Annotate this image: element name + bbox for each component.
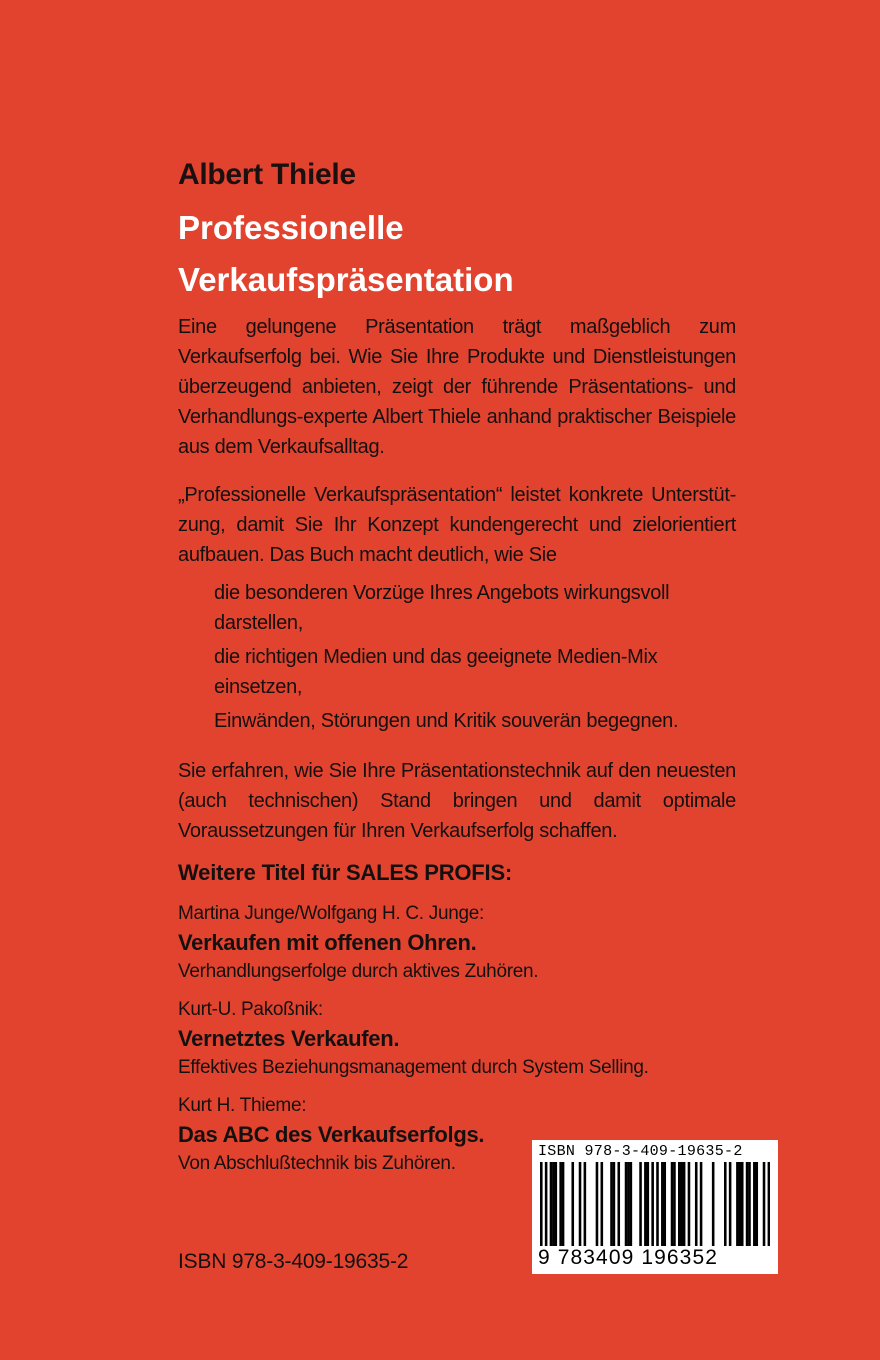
barcode-bar (596, 1162, 599, 1246)
barcode-bar (768, 1162, 770, 1246)
reference-title: Das ABC des Verkaufserfolgs. (178, 1122, 485, 1147)
book-title-line-1: Professionelle (178, 209, 404, 246)
reference-title: Vernetztes Verkaufen. (178, 1026, 400, 1051)
book-title (178, 202, 514, 306)
barcode-digits: 9 783409 196352 (538, 1246, 718, 1269)
book-title-line-2: Verkaufspräsentation (178, 261, 514, 298)
barcode-bar (617, 1162, 620, 1246)
barcode-bar (579, 1162, 582, 1246)
barcode-bar (755, 1162, 758, 1246)
barcode-bar (639, 1162, 642, 1246)
blurb-paragraph-2: „Professionelle Verkaufspräsentation“ leistet konkrete Unterstüt-zung, damit Sie Ihr Konzept kundengerecht und zielorientiert aufbauen. Das Buch macht deutlich, wie Sie (178, 484, 736, 566)
barcode-bar (550, 1162, 553, 1246)
reference-author: Kurt H. Thieme: (178, 1095, 307, 1116)
barcode-bar (540, 1162, 543, 1246)
reference-subtitle: Effektives Beziehungsmanagement durch System Selling. (178, 1057, 649, 1078)
barcode-bar (647, 1162, 650, 1246)
blurb-paragraph-1: Eine gelungene Präsentation trägt maßgeblich zum Verkaufserfolg bei. Wie Sie Ihre Produkte und Dienstleistungen überzeugend anbieten, zeigt der führende Präsentations- und Verhandlungs-experte Albert Thiele anhand praktischer Beispiele aus dem Verkaufsalltag. (178, 316, 736, 458)
barcode-bar (644, 1162, 647, 1246)
reference-entry (178, 900, 738, 986)
barcode-bar (663, 1162, 666, 1246)
barcode-bar (671, 1162, 674, 1246)
barcode-bar (688, 1162, 691, 1246)
barcode-bar (613, 1162, 616, 1246)
barcode-bar (562, 1162, 565, 1246)
barcode-bar (741, 1162, 744, 1246)
blurb-paragraph-3: Sie erfahren, wie Sie Ihre Präsentationstechnik auf den neuesten (auch technischen) Stand bringen und damit optimale Voraussetzungen für Ihren Verkaufserfolg schaffen. (178, 760, 736, 842)
barcode-bar (729, 1162, 732, 1246)
barcode-bar (559, 1162, 562, 1246)
further-titles-heading: Weitere Titel für SALES PROFIS: (178, 860, 513, 885)
barcode (532, 1140, 778, 1274)
list-item: Einwänden, Störungen und Kritik souverän begegnen. (214, 710, 679, 732)
barcode-bar (712, 1162, 715, 1246)
barcode-bar (601, 1162, 604, 1246)
benefit-list (214, 578, 734, 740)
isbn-text: ISBN 978-3-409-19635-2 (178, 1250, 409, 1273)
barcode-bar (625, 1162, 628, 1246)
barcode-bar (724, 1162, 727, 1246)
barcode-bar (680, 1162, 683, 1246)
barcode-bars (540, 1162, 770, 1246)
barcode-isbn-label: ISBN 978-3-409-19635-2 (538, 1143, 743, 1160)
barcode-bar (661, 1162, 664, 1246)
barcode-bar (630, 1162, 633, 1246)
reference-entry (178, 996, 738, 1082)
author-name: Albert Thiele (178, 158, 356, 191)
reference-author: Martina Junge/Wolfgang H. C. Junge: (178, 903, 484, 924)
barcode-bar (656, 1162, 659, 1246)
barcode-bar (700, 1162, 703, 1246)
barcode-bar (763, 1162, 766, 1246)
barcode-bar (753, 1162, 756, 1246)
barcode-bar (695, 1162, 698, 1246)
list-item: die besonderen Vorzüge Ihres Angebots wirkungsvoll darstellen, (214, 582, 670, 634)
reference-subtitle: Von Abschlußtechnik bis Zuhören. (178, 1153, 456, 1174)
barcode-bar (627, 1162, 630, 1246)
list-item: die richtigen Medien und das geeignete Medien-Mix einsetzen, (214, 646, 658, 698)
barcode-bar (678, 1162, 681, 1246)
barcode-bar (651, 1162, 654, 1246)
barcode-bar (673, 1162, 676, 1246)
barcode-bar (610, 1162, 613, 1246)
reference-author: Kurt-U. Pakoßnik: (178, 999, 323, 1020)
barcode-bar (571, 1162, 574, 1246)
barcode-bar (584, 1162, 587, 1246)
barcode-bar (552, 1162, 555, 1246)
barcode-bar (555, 1162, 558, 1246)
barcode-bar (683, 1162, 686, 1246)
barcode-bar (748, 1162, 751, 1246)
barcode-bar (736, 1162, 739, 1246)
barcode-bar (545, 1162, 548, 1246)
barcode-bar (739, 1162, 742, 1246)
reference-subtitle: Verhandlungserfolge durch aktives Zuhören. (178, 961, 539, 982)
reference-title: Verkaufen mit offenen Ohren. (178, 930, 477, 955)
barcode-bar (746, 1162, 749, 1246)
